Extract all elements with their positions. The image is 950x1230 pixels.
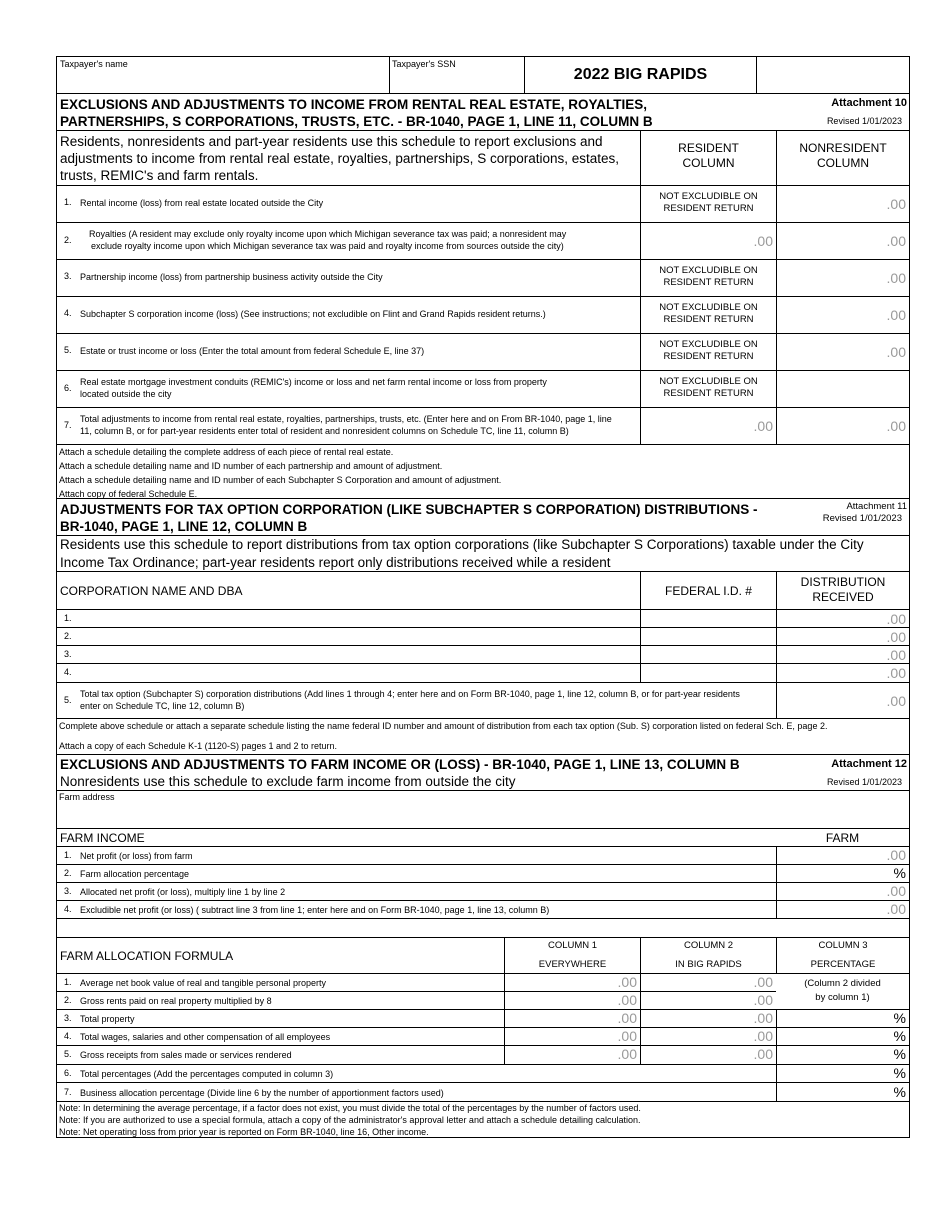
- nonresident-amount-5[interactable]: .00: [776, 334, 909, 370]
- section3-title: EXCLUSIONS AND ADJUSTMENTS TO FARM INCOME OR (LOSS) - BR-1040, PAGE 1, LINE 13, COLUMN B: [60, 757, 740, 772]
- column1-everywhere-field[interactable]: .00: [504, 992, 640, 1009]
- column1-everywhere-field[interactable]: .00: [504, 1046, 640, 1064]
- note: Attach a schedule detailing name and ID number of each partnership and amount of adjustment.: [59, 461, 443, 471]
- nonresident-amount-2[interactable]: .00: [776, 223, 909, 259]
- taxpayer-name-field[interactable]: [57, 57, 389, 93]
- not-excludible-note: NOT EXCLUDIBLE ON RESIDENT RETURN: [659, 339, 758, 362]
- column2-in-city-field[interactable]: .00: [640, 992, 776, 1009]
- form-header: [56, 56, 910, 93]
- distribution-amount-field[interactable]: .00: [776, 628, 909, 645]
- section1-title-line1: EXCLUSIONS AND ADJUSTMENTS TO INCOME FROM RENTAL REAL ESTATE, ROYALTIES,: [60, 97, 648, 112]
- farm-column-header: FARM: [825, 831, 860, 845]
- spacer-row: [56, 918, 910, 937]
- line-label: Gross receipts from sales made or services rendered: [80, 1050, 292, 1060]
- corporation-row-1: [56, 609, 910, 627]
- line-label: Total property: [80, 1014, 135, 1024]
- column3-percentage-field[interactable]: %: [776, 1010, 909, 1027]
- distribution-amount-field[interactable]: .00: [776, 664, 909, 682]
- line-label: Estate or trust income or loss (Enter the total amount from federal Schedule E, line 37): [80, 346, 425, 356]
- column2-header: COLUMN 2 IN BIG RAPIDS: [640, 938, 776, 973]
- line-label: Net profit (or loss) from farm: [80, 851, 193, 861]
- allocation-line-2: 2. Gross rents paid on real property multiplied by 8 .00 .00: [56, 991, 910, 1009]
- form-title: 2022 BIG RAPIDS: [573, 66, 708, 83]
- section1-intro: Residents, nonresidents and part-year residents use this schedule to report exclusions and adjustments to income from rental real estate, royalties, partnerships, S corporations, estates, trusts, REMIC's and farm rentals.: [60, 134, 620, 183]
- line-label: Royalties (A resident may exclude only royalty income upon which Michigan severance tax was paid; a nonresident may: [89, 229, 567, 239]
- section2-header: [56, 498, 910, 535]
- farm-amount-field[interactable]: .00: [776, 901, 909, 918]
- federal-id-field[interactable]: [640, 646, 776, 663]
- line-label: Excludible net profit (or loss) ( subtract line 3 from line 1; enter here and on Form BR-1040, page 1, line 13, column B): [80, 905, 550, 915]
- section2-total-label: Total tax option (Subchapter S) corporation distributions (Add lines 1 through 4; enter here and on Form BR-1040, page 1, line 12, column B, or for part-year residents: [80, 689, 740, 699]
- farm-allocation-formula-header: FARM ALLOCATION FORMULA: [60, 949, 234, 963]
- corporation-name-field[interactable]: 1.: [64, 613, 72, 623]
- federal-id-field[interactable]: [640, 610, 776, 627]
- allocation-line-5: 5. Gross receipts from sales made or services rendered .00 .00 %: [56, 1045, 910, 1064]
- resident-amount-2[interactable]: .00: [640, 223, 776, 259]
- allocation-line-7: 7. Business allocation percentage (Divide line 6 by the number of apportionment factors used) %: [56, 1082, 910, 1101]
- tax-form: [56, 56, 910, 1138]
- note: Attach a schedule detailing name and ID number of each Subchapter S Corporation and amount of adjustment.: [59, 475, 502, 485]
- column2-in-city-field[interactable]: .00: [640, 1046, 776, 1064]
- line-label: Allocated net profit (or loss), multiply line 1 by line 2: [80, 887, 286, 897]
- farm-income-line-1: 1. Net profit (or loss) from farm .00: [56, 846, 910, 864]
- section3-attachment: Attachment 12: [831, 758, 907, 770]
- farm-address-label: Farm address: [59, 792, 115, 802]
- business-allocation-percentage-field[interactable]: %: [776, 1083, 909, 1101]
- resident-amount-6: [640, 371, 776, 407]
- line-label: Total wages, salaries and other compensation of all employees: [80, 1032, 331, 1042]
- farm-address-field[interactable]: [56, 790, 910, 828]
- allocation-line-3: 3. Total property .00 .00 %: [56, 1009, 910, 1027]
- section1-line-4: 4. Subchapter S corporation income (loss) (See instructions; not excludible on Flint and Grand Rapids resident returns.) NOT EXCLUDIBLE ON RESIDENT RETURN .00: [56, 296, 910, 333]
- not-excludible-note: NOT EXCLUDIBLE ON RESIDENT RETURN: [659, 265, 758, 288]
- note: Attach copy of federal Schedule E.: [59, 489, 198, 499]
- line-label: Total adjustments to income from rental real estate, royalties, partnerships, trusts, etc. (Enter here and on From BR-1040, page 1, line: [80, 414, 612, 424]
- not-excludible-note: NOT EXCLUDIBLE ON RESIDENT RETURN: [659, 302, 758, 325]
- header-blank-box: [756, 57, 909, 93]
- line-label: Real estate mortgage investment conduits (REMIC's) income or loss and net farm rental income or loss from property: [80, 377, 547, 387]
- corporation-name-field[interactable]: 3.: [64, 649, 72, 659]
- distribution-received-header: DISTRIBUTION RECEIVED: [800, 575, 886, 604]
- corporation-row-4: [56, 663, 910, 682]
- section1-header: [56, 93, 910, 130]
- note: Note: In determining the average percentage, if a factor does not exist, you must divide the total of the percentages by the number of factors used.: [59, 1103, 641, 1113]
- section1-line-6: 6. Real estate mortgage investment conduits (REMIC's) income or loss and net farm rental income or loss from property located outside the city NOT EXCLUDIBLE ON RESIDENT RETURN: [56, 370, 910, 407]
- section1-attachment: Attachment 10: [831, 97, 907, 109]
- section2-total-amount[interactable]: .00: [776, 683, 909, 718]
- resident-amount-5: [640, 334, 776, 370]
- column3-note: (Column 2 divided by column 1): [776, 974, 909, 1009]
- federal-id-header: FEDERAL I.D. #: [665, 584, 752, 598]
- column2-in-city-field[interactable]: .00: [640, 1028, 776, 1045]
- corporation-row-3: [56, 645, 910, 663]
- line-label: Partnership income (loss) from partnership business activity outside the City: [80, 272, 383, 282]
- total-percentages-field[interactable]: %: [776, 1065, 909, 1082]
- federal-id-field[interactable]: [640, 628, 776, 645]
- allocation-line-4: 4. Total wages, salaries and other compensation of all employees .00 .00 %: [56, 1027, 910, 1045]
- resident-amount-3: [640, 260, 776, 296]
- corporation-name-field[interactable]: 2.: [64, 631, 72, 641]
- distribution-amount-field[interactable]: .00: [776, 646, 909, 663]
- line-label: Rental income (loss) from real estate located outside the City: [80, 198, 324, 208]
- distribution-amount-field[interactable]: .00: [776, 610, 909, 627]
- nonresident-amount-7[interactable]: .00: [776, 408, 909, 444]
- section1-line-1: 1. Rental income (loss) from real estate located outside the City NOT EXCLUDIBLE ON RESIDENT RETURN .00: [56, 185, 910, 222]
- line-label: Farm allocation percentage: [80, 869, 190, 879]
- farm-income-line-2: 2. Farm allocation percentage %: [56, 864, 910, 882]
- section3-intro: Nonresidents use this schedule to exclude farm income from outside the city: [60, 774, 516, 789]
- section1-line-2: 2. Royalties (A resident may exclude only royalty income upon which Michigan severance tax was paid; a nonresident may exclude royalty income upon which Michigan severance tax was paid and royalty income from sources outside the city) .00 .00: [56, 222, 910, 259]
- farm-amount-field[interactable]: .00: [776, 847, 909, 864]
- corporation-row-2: [56, 627, 910, 645]
- not-excludible-note: NOT EXCLUDIBLE ON RESIDENT RETURN: [659, 191, 758, 214]
- section2-total-row: 5. Total tax option (Subchapter S) corporation distributions (Add lines 1 through 4; enter here and on Form BR-1040, page 1, line 12, column B, or for part-year residents enter on Schedule TC, line 12, column B) .00: [56, 682, 910, 718]
- section1-line-3: 3. Partnership income (loss) from partnership business activity outside the City NOT EXCLUDIBLE ON RESIDENT RETURN .00: [56, 259, 910, 296]
- resident-amount-4: [640, 297, 776, 333]
- note: Attach a copy of each Schedule K-1 (1120-S) pages 1 and 2 to return.: [59, 741, 338, 751]
- column2-in-city-field[interactable]: .00: [640, 974, 776, 991]
- farm-income-line-4: 4. Excludible net profit (or loss) ( subtract line 3 from line 1; enter here and on Form BR-1040, page 1, line 13, column B) .00: [56, 900, 910, 918]
- nonresident-amount-4[interactable]: .00: [776, 297, 909, 333]
- note: Note: If you are authorized to use a special formula, attach a copy of the administrator's approval letter and attach a schedule detailing calculation.: [59, 1115, 641, 1125]
- section3-header: [56, 754, 910, 790]
- farm-income-line-3: 3. Allocated net profit (or loss), multiply line 1 by line 2 .00: [56, 882, 910, 900]
- taxpayer-ssn-label: Taxpayer's SSN: [392, 59, 456, 69]
- section1-line-5: 5. Estate or trust income or loss (Enter the total amount from federal Schedule E, line 37) NOT EXCLUDIBLE ON RESIDENT RETURN .00: [56, 333, 910, 370]
- corporation-name-header: CORPORATION NAME AND DBA: [60, 584, 243, 598]
- nonresident-amount-6[interactable]: [776, 371, 909, 407]
- column3-percentage-field[interactable]: %: [776, 1028, 909, 1045]
- resident-column-header: RESIDENT COLUMN: [640, 131, 776, 185]
- section2-notes: [56, 718, 910, 754]
- taxpayer-ssn-field[interactable]: [389, 57, 524, 93]
- note: Complete above schedule or attach a separate schedule listing the name federal ID number and amount of distribution from each tax option (Sub. S) corporation listed on federal Sch. E, page 2.: [59, 721, 828, 731]
- taxpayer-name-label: Taxpayer's name: [60, 59, 128, 69]
- nonresident-amount-1[interactable]: .00: [776, 186, 909, 222]
- section1-title-line2: PARTNERSHIPS, S CORPORATIONS, TRUSTS, ETC. - BR-1040, PAGE 1, LINE 11, COLUMN B: [60, 114, 653, 129]
- note: Note: Net operating loss from prior year is reported on Form BR-1040, line 16, Other income.: [59, 1127, 429, 1137]
- not-excludible-note: NOT EXCLUDIBLE ON RESIDENT RETURN: [659, 376, 758, 399]
- farm-amount-field[interactable]: .00: [776, 883, 909, 900]
- resident-amount-7[interactable]: .00: [640, 408, 776, 444]
- section2-attachment: Attachment 11: [846, 501, 907, 512]
- line-label: Gross rents paid on real property multiplied by 8: [80, 996, 272, 1006]
- allocation-line-1: 1. Average net book value of real and tangible personal property .00 .00: [56, 973, 910, 991]
- farm-amount-field[interactable]: %: [776, 865, 909, 882]
- section3-revised: Revised 1/01/2023: [826, 777, 902, 787]
- section2-intro: Residents use this schedule to report distributions from tax option corporations (like Subchapter S Corporations) taxable under the City Income Tax Ordinance; part-year residents report only distributions received while a resident: [60, 537, 864, 570]
- column2-in-city-field[interactable]: .00: [640, 1010, 776, 1027]
- section3-notes: [56, 1101, 910, 1138]
- section1-line-7: 7. Total adjustments to income from rental real estate, royalties, partnerships, trusts, etc. (Enter here and on From BR-1040, page 1, line 11, column B, or for part-year residents enter total of resident and nonresident columns on Schedule TC, line 11, column B) .00 .00: [56, 407, 910, 444]
- farm-income-header: FARM INCOME: [60, 831, 145, 845]
- note: Attach a schedule detailing the complete address of each piece of rental real estate.: [59, 447, 394, 457]
- nonresident-amount-3[interactable]: .00: [776, 260, 909, 296]
- column1-header: COLUMN 1 EVERYWHERE: [504, 938, 640, 973]
- section2-title-line1: ADJUSTMENTS FOR TAX OPTION CORPORATION (LIKE SUBCHAPTER S CORPORATION) DISTRIBUTIONS -: [60, 502, 758, 517]
- column1-everywhere-field[interactable]: .00: [504, 1010, 640, 1027]
- column1-everywhere-field[interactable]: .00: [504, 974, 640, 991]
- allocation-line-6: 6. Total percentages (Add the percentages computed in column 3) %: [56, 1064, 910, 1082]
- section1-revised: Revised 1/01/2023: [826, 116, 902, 126]
- section2-title-line2: BR-1040, PAGE 1, LINE 12, COLUMN B: [60, 519, 308, 534]
- corporation-name-field[interactable]: 4.: [64, 667, 72, 677]
- section1-notes: [56, 444, 910, 498]
- resident-amount-1: [640, 186, 776, 222]
- section2-revised: Revised 1/01/2023: [822, 513, 902, 524]
- federal-id-field[interactable]: [640, 664, 776, 682]
- line-label: Subchapter S corporation income (loss) (See instructions; not excludible on Flint and Grand Rapids resident returns.): [80, 309, 546, 319]
- column3-percentage-field[interactable]: %: [776, 1046, 909, 1064]
- line-label: Average net book value of real and tangible personal property: [80, 978, 327, 988]
- column3-header: COLUMN 3 PERCENTAGE: [776, 938, 909, 973]
- column1-everywhere-field[interactable]: .00: [504, 1028, 640, 1045]
- nonresident-column-header: NONRESIDENT COLUMN: [776, 131, 909, 185]
